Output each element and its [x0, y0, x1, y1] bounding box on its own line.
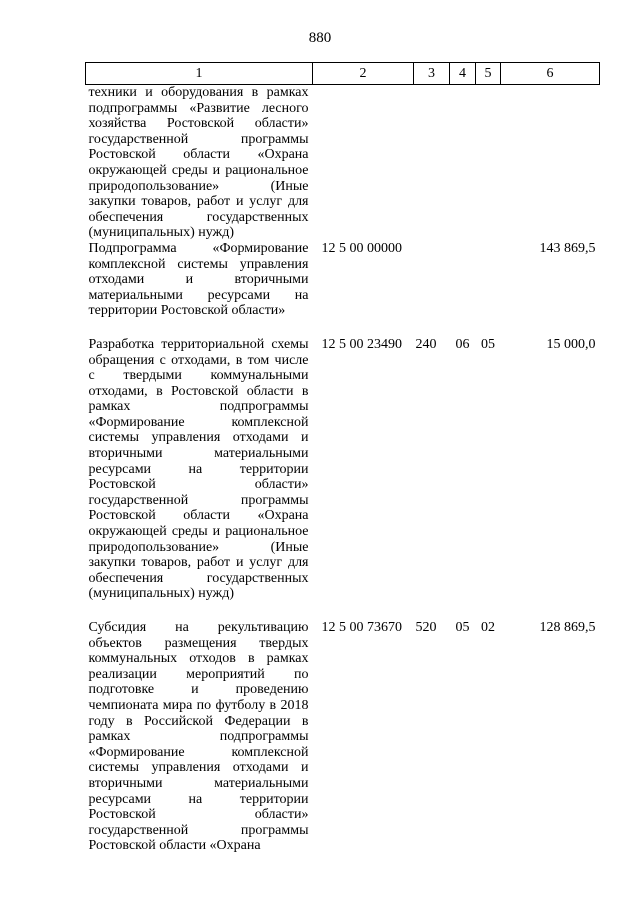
row-section: 06 — [455, 336, 470, 352]
table-row — [86, 241, 600, 337]
row-amount — [501, 85, 600, 241]
row-section — [450, 241, 476, 337]
row-expense-type — [414, 85, 450, 241]
row-section: 05 — [455, 620, 470, 635]
row-amount: 143 869,5 — [539, 240, 596, 256]
row-description: Разработка территориальной схемы обращения с отходами, в том числе с твердыми коммунальными отходами, в Ростовской области в рамках подпрограммы «Формирование комплексной системы управления отходами и вторичными материальными ресурсами на территории Ростовской области» государственной программы Ростовской области «Охрана окружающей среды и рациональное природопользование» (Иные закупки товаров, работ и услуг для обеспечения государственных (муниципальных) нужд) — [88, 336, 309, 602]
table-header-row — [86, 63, 600, 85]
row-subsection — [476, 85, 501, 241]
row-subsection: 02 — [481, 620, 495, 635]
table-row — [86, 337, 600, 620]
row-expense-type — [414, 241, 450, 337]
column-header-1: 1 — [86, 63, 313, 85]
row-amount: 128 869,5 — [539, 620, 596, 635]
row-subsection — [476, 241, 501, 337]
budget-table — [85, 62, 600, 871]
row-section — [450, 85, 476, 241]
column-header-6: 6 — [501, 63, 600, 85]
page-number: 880 — [308, 30, 332, 46]
row-target-code: 12 5 00 73670 — [321, 620, 402, 635]
row-amount: 15 000,0 — [546, 336, 596, 352]
row-description: Подпрограмма «Формирование комплексной системы управления отходами и вторичными материальными ресурсами на территории Ростовской области» — [88, 240, 309, 319]
table-row — [86, 85, 600, 241]
column-header-3: 3 — [414, 63, 450, 85]
table-row — [86, 620, 600, 871]
column-header-4: 4 — [450, 63, 476, 85]
row-target-code: 12 5 00 00000 — [321, 240, 402, 256]
row-description: Субсидия на рекультивацию объектов размещения твердых коммунальных отходов в рамках реализации мероприятий по подготовке и проведению чемпионата мира по футболу в 2018 году в Российской Федерации в рамках подпрограммы «Формирование комплексной системы управления отходами и вторичными материальными ресурсами на территории Ростовской области» государственной программы Ростовской области «Охрана — [88, 620, 309, 854]
row-expense-type: 520 — [415, 620, 437, 635]
column-header-5: 5 — [476, 63, 501, 85]
row-subsection: 05 — [481, 336, 495, 352]
column-header-2: 2 — [313, 63, 414, 85]
row-expense-type: 240 — [415, 336, 437, 352]
row-description: техники и оборудования в рамках подпрограммы «Развитие лесного хозяйства Ростовской области» государственной программы Ростовской области «Охрана окружающей среды и рациональное природопользование» (Иные закупки товаров, работ и услуг для обеспечения государственных (муниципальных) нужд) — [88, 85, 309, 241]
row-target-code: 12 5 00 23490 — [321, 336, 402, 352]
row-target-code — [313, 85, 414, 241]
